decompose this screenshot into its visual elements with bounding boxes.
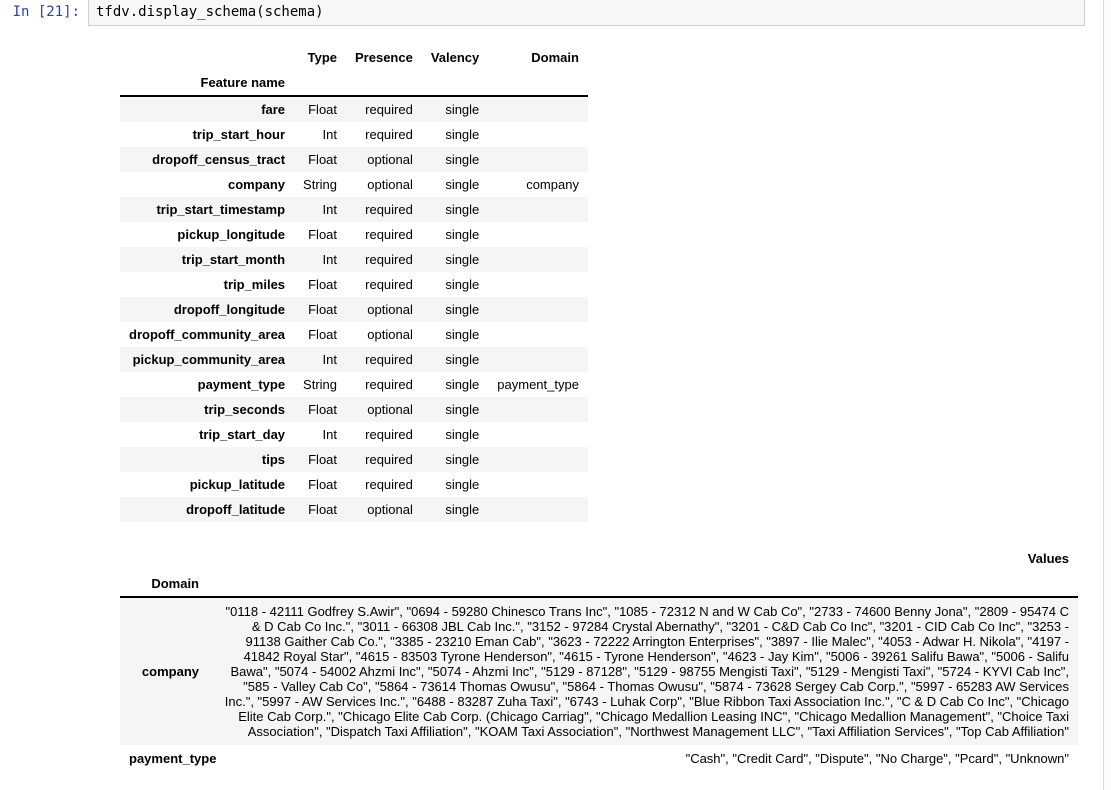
table-row bbox=[120, 745, 1078, 772]
table-row bbox=[120, 472, 588, 497]
domain-cell bbox=[488, 222, 588, 247]
type-cell: Float bbox=[308, 302, 338, 317]
domain-values-cell: "Cash", "Credit Card", "Dispute", "No Charge", "Pcard", "Unknown" bbox=[685, 751, 1069, 766]
type-cell: Int bbox=[322, 202, 338, 217]
feature-name-cell: trip_start_day bbox=[199, 427, 286, 442]
valency-cell: single bbox=[445, 152, 480, 167]
table-row bbox=[120, 497, 588, 522]
presence-cell: required bbox=[365, 127, 413, 142]
feature-name-cell: trip_start_month bbox=[181, 252, 286, 267]
feature-name-cell: dropoff_latitude bbox=[186, 502, 286, 517]
table-row bbox=[120, 597, 1078, 745]
domain-cell bbox=[488, 122, 588, 147]
presence-cell: optional bbox=[367, 502, 413, 517]
presence-cell: required bbox=[365, 227, 413, 242]
table-row bbox=[120, 447, 588, 472]
domain-cell bbox=[488, 247, 588, 272]
presence-cell: required bbox=[365, 377, 413, 392]
valency-cell: single bbox=[445, 227, 480, 242]
input-prompt: In [21]: bbox=[12, 4, 80, 20]
feature-name-cell: company bbox=[227, 177, 286, 192]
presence-cell: required bbox=[365, 202, 413, 217]
feature-name-cell: payment_type bbox=[197, 377, 286, 392]
domain-cell bbox=[488, 347, 588, 372]
blank-corner bbox=[120, 546, 208, 571]
valency-cell: single bbox=[445, 202, 480, 217]
domain-values-cell: "0118 - 42111 Godfrey S.Awir", "0694 - 59280 Chinesco Trans Inc", "1085 - 72312 N and W Cab Co", "2733 - 74600 Benny Jona", "2809 - 95474 C & D Cab Co Inc.", "3011 - 66308 JBL Cab Inc.", "3152 - 97284 Crystal Abernathy", "3201 - C&D Cab Co Inc", "3201 - CID Cab Co Inc", "3253 - 91138 Gaither Cab Co.", "3385 - 23210 Eman Cab", "3623 - 72222 Arrington Enterprises", "3897 - Ilie Malec", "4053 - Adwar H. Nikola", "4197 - 41842 Royal Star", "4615 - 83503 Tyrone Henderson", "4615 - Tyrone Henderson", "4623 - Jay Kim", "5006 - 39261 Salifu Bawa", "5006 - Salifu Bawa", "5074 - 54002 Ahzmi Inc", "5074 - Ahzmi Inc", "5129 - 87128", "5129 - 98755 Mengisti Taxi", "5129 - Mengisti Taxi", "5724 - KYVI Cab Inc", "585 - Valley Cab Co", "5864 - 73614 Thomas Owusu", "5864 - Thomas Owusu", "5874 - 73628 Sergey Cab Corp.", "5997 - 65283 AW Services Inc.", "5997 - AW Services Inc.", "6488 - 83287 Zuha Taxi", "6743 - Luhak Corp", "Blue Ribbon Taxi Association Inc.", "C & D Cab Co Inc", "Chicago Elite Cab Corp.", "Chicago Elite Cab Corp. (Chicago Carriag", "Chicago Medallion Leasing INC", "Chicago Medallion Management", "Choice Taxi Association", "Dispatch Taxi Affiliation", "KOAM Taxi Association", "Northwest Management LLC", "Taxi Affiliation Services", "Top Cab Affiliation" bbox=[224, 604, 1069, 739]
valency-cell: single bbox=[445, 102, 480, 117]
table-row bbox=[120, 247, 588, 272]
domain-cell bbox=[488, 272, 588, 297]
valency-cell: single bbox=[445, 402, 480, 417]
presence-cell: required bbox=[365, 352, 413, 367]
type-cell: String bbox=[303, 377, 338, 392]
table-row bbox=[120, 96, 588, 122]
domain-cell bbox=[488, 497, 588, 522]
type-cell: Float bbox=[308, 477, 338, 492]
valency-cell: single bbox=[445, 177, 480, 192]
type-cell: Int bbox=[322, 427, 338, 442]
domain-cell: payment_type bbox=[497, 377, 579, 392]
feature-name-cell: fare bbox=[261, 102, 286, 117]
table-row bbox=[120, 347, 588, 372]
type-cell: Float bbox=[308, 452, 338, 467]
code-text[interactable]: tfdv.display_schema(schema) bbox=[96, 4, 324, 20]
type-cell: Float bbox=[308, 502, 338, 517]
valency-cell: single bbox=[445, 427, 480, 442]
schema-table-body bbox=[120, 96, 588, 522]
valency-cell: single bbox=[445, 277, 480, 292]
feature-name-cell: dropoff_community_area bbox=[129, 327, 286, 342]
feature-name-cell: trip_start_timestamp bbox=[156, 202, 286, 217]
domain-cell bbox=[488, 96, 588, 122]
type-cell: Float bbox=[308, 327, 338, 342]
feature-name-cell: pickup_longitude bbox=[177, 227, 286, 242]
presence-cell: required bbox=[365, 252, 413, 267]
presence-cell: optional bbox=[367, 177, 413, 192]
type-cell: Int bbox=[322, 252, 338, 267]
presence-cell: required bbox=[365, 452, 413, 467]
column-header-type: Type bbox=[307, 50, 338, 65]
valency-cell: single bbox=[445, 502, 480, 517]
domains-table bbox=[120, 546, 1078, 772]
type-cell: Float bbox=[308, 277, 338, 292]
presence-cell: required bbox=[365, 277, 413, 292]
domain-cell: company bbox=[526, 177, 579, 192]
feature-name-cell: tips bbox=[261, 452, 286, 467]
index-label: Domain bbox=[120, 571, 208, 597]
valency-cell: single bbox=[445, 477, 480, 492]
type-cell: Float bbox=[308, 227, 338, 242]
presence-cell: required bbox=[365, 427, 413, 442]
feature-name-cell: trip_seconds bbox=[204, 402, 286, 417]
table-row bbox=[120, 372, 588, 397]
valency-cell: single bbox=[445, 327, 480, 342]
valency-cell: single bbox=[445, 302, 480, 317]
table-row bbox=[120, 197, 588, 222]
index-label: Feature name bbox=[120, 70, 294, 96]
presence-cell: required bbox=[365, 477, 413, 492]
table-row bbox=[120, 322, 588, 347]
valency-cell: single bbox=[445, 377, 480, 392]
column-header-valency: Valency bbox=[430, 50, 480, 65]
index-header-row bbox=[120, 571, 1078, 597]
column-header-domain: Domain bbox=[531, 50, 579, 65]
domain-cell bbox=[488, 197, 588, 222]
domain-cell bbox=[488, 297, 588, 322]
cell-output bbox=[120, 45, 1111, 772]
table-row bbox=[120, 222, 588, 247]
type-cell: String bbox=[303, 177, 338, 192]
presence-cell: optional bbox=[367, 152, 413, 167]
valency-cell: single bbox=[445, 352, 480, 367]
presence-cell: optional bbox=[367, 402, 413, 417]
type-cell: Int bbox=[322, 352, 338, 367]
domain-cell bbox=[488, 397, 588, 422]
type-cell: Float bbox=[308, 102, 338, 117]
domain-name-cell: payment_type bbox=[129, 751, 217, 766]
table-row bbox=[120, 172, 588, 197]
feature-name-cell: pickup_community_area bbox=[132, 352, 286, 367]
vertical-scrollbar[interactable] bbox=[1103, 0, 1111, 790]
domains-table-body bbox=[120, 597, 1078, 772]
valency-cell: single bbox=[445, 252, 480, 267]
column-header-row bbox=[120, 45, 588, 70]
type-cell: Float bbox=[308, 402, 338, 417]
column-header-presence: Presence bbox=[355, 50, 413, 65]
code-cell bbox=[0, 0, 1111, 26]
feature-name-cell: trip_miles bbox=[223, 277, 286, 292]
domain-cell bbox=[488, 472, 588, 497]
domain-cell bbox=[488, 147, 588, 172]
presence-cell: optional bbox=[367, 327, 413, 342]
table-row bbox=[120, 122, 588, 147]
domain-cell bbox=[488, 422, 588, 447]
table-row bbox=[120, 272, 588, 297]
feature-name-cell: dropoff_census_tract bbox=[152, 152, 286, 167]
index-header-row bbox=[120, 70, 588, 96]
valency-cell: single bbox=[445, 452, 480, 467]
schema-table bbox=[120, 45, 588, 522]
presence-cell: optional bbox=[367, 302, 413, 317]
feature-name-cell: dropoff_longitude bbox=[173, 302, 286, 317]
domain-cell bbox=[488, 447, 588, 472]
feature-name-cell: trip_start_hour bbox=[192, 127, 286, 142]
presence-cell: required bbox=[365, 102, 413, 117]
table-row bbox=[120, 422, 588, 447]
type-cell: Int bbox=[322, 127, 338, 142]
table-row bbox=[120, 297, 588, 322]
domain-name-cell: company bbox=[141, 664, 199, 679]
blank-corner bbox=[120, 45, 294, 70]
domain-cell bbox=[488, 322, 588, 347]
type-cell: Float bbox=[308, 152, 338, 167]
table-row bbox=[120, 147, 588, 172]
code-input-area[interactable] bbox=[88, 0, 1085, 26]
column-header-row bbox=[120, 546, 1078, 571]
valency-cell: single bbox=[445, 127, 480, 142]
column-header-values: Values bbox=[1027, 551, 1069, 566]
feature-name-cell: pickup_latitude bbox=[189, 477, 286, 492]
table-row bbox=[120, 397, 588, 422]
